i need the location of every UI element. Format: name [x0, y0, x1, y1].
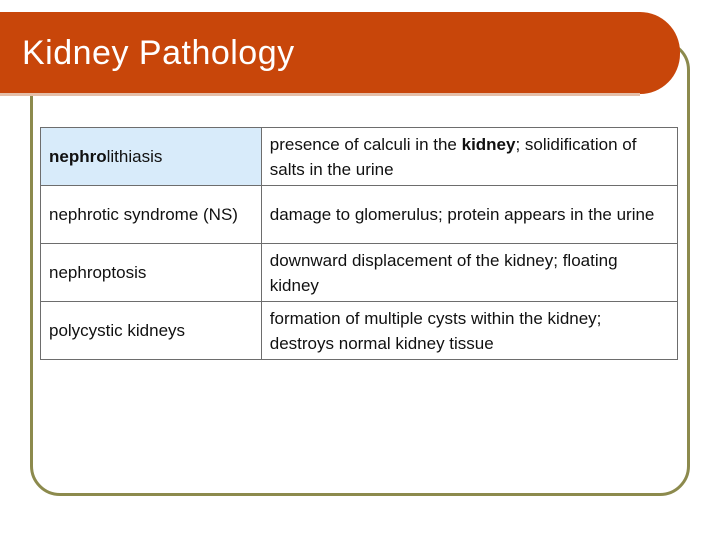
- table-row: [41, 302, 678, 360]
- term-cell: [41, 128, 262, 186]
- definition-cell: [261, 128, 677, 186]
- definition-text-pre: presence of calculi in the: [269, 134, 462, 154]
- definition-cell: downward displacement of the kidney; floating kidney: [261, 244, 677, 302]
- title-underline: [0, 93, 640, 96]
- term-suffix: lithiasis: [106, 147, 163, 166]
- table-row: [41, 244, 678, 302]
- table-row: [41, 186, 678, 244]
- terms-table: [40, 127, 678, 360]
- definition-text-post: ; solidification of salts in the urine: [269, 134, 637, 179]
- definition-text-bold: kidney: [461, 134, 516, 154]
- term-cell: polycystic kidneys: [41, 302, 262, 360]
- term-cell: nephrotic syndrome (NS): [41, 186, 262, 244]
- term-root-bold: nephro: [49, 147, 107, 166]
- term-cell: nephroptosis: [41, 244, 262, 302]
- slide-title: Kidney Pathology: [22, 34, 295, 72]
- table-row: [41, 128, 678, 186]
- definition-cell: formation of multiple cysts within the kidney; destroys normal kidney tissue: [261, 302, 677, 360]
- definition-cell: damage to glomerulus; protein appears in the urine: [261, 186, 677, 244]
